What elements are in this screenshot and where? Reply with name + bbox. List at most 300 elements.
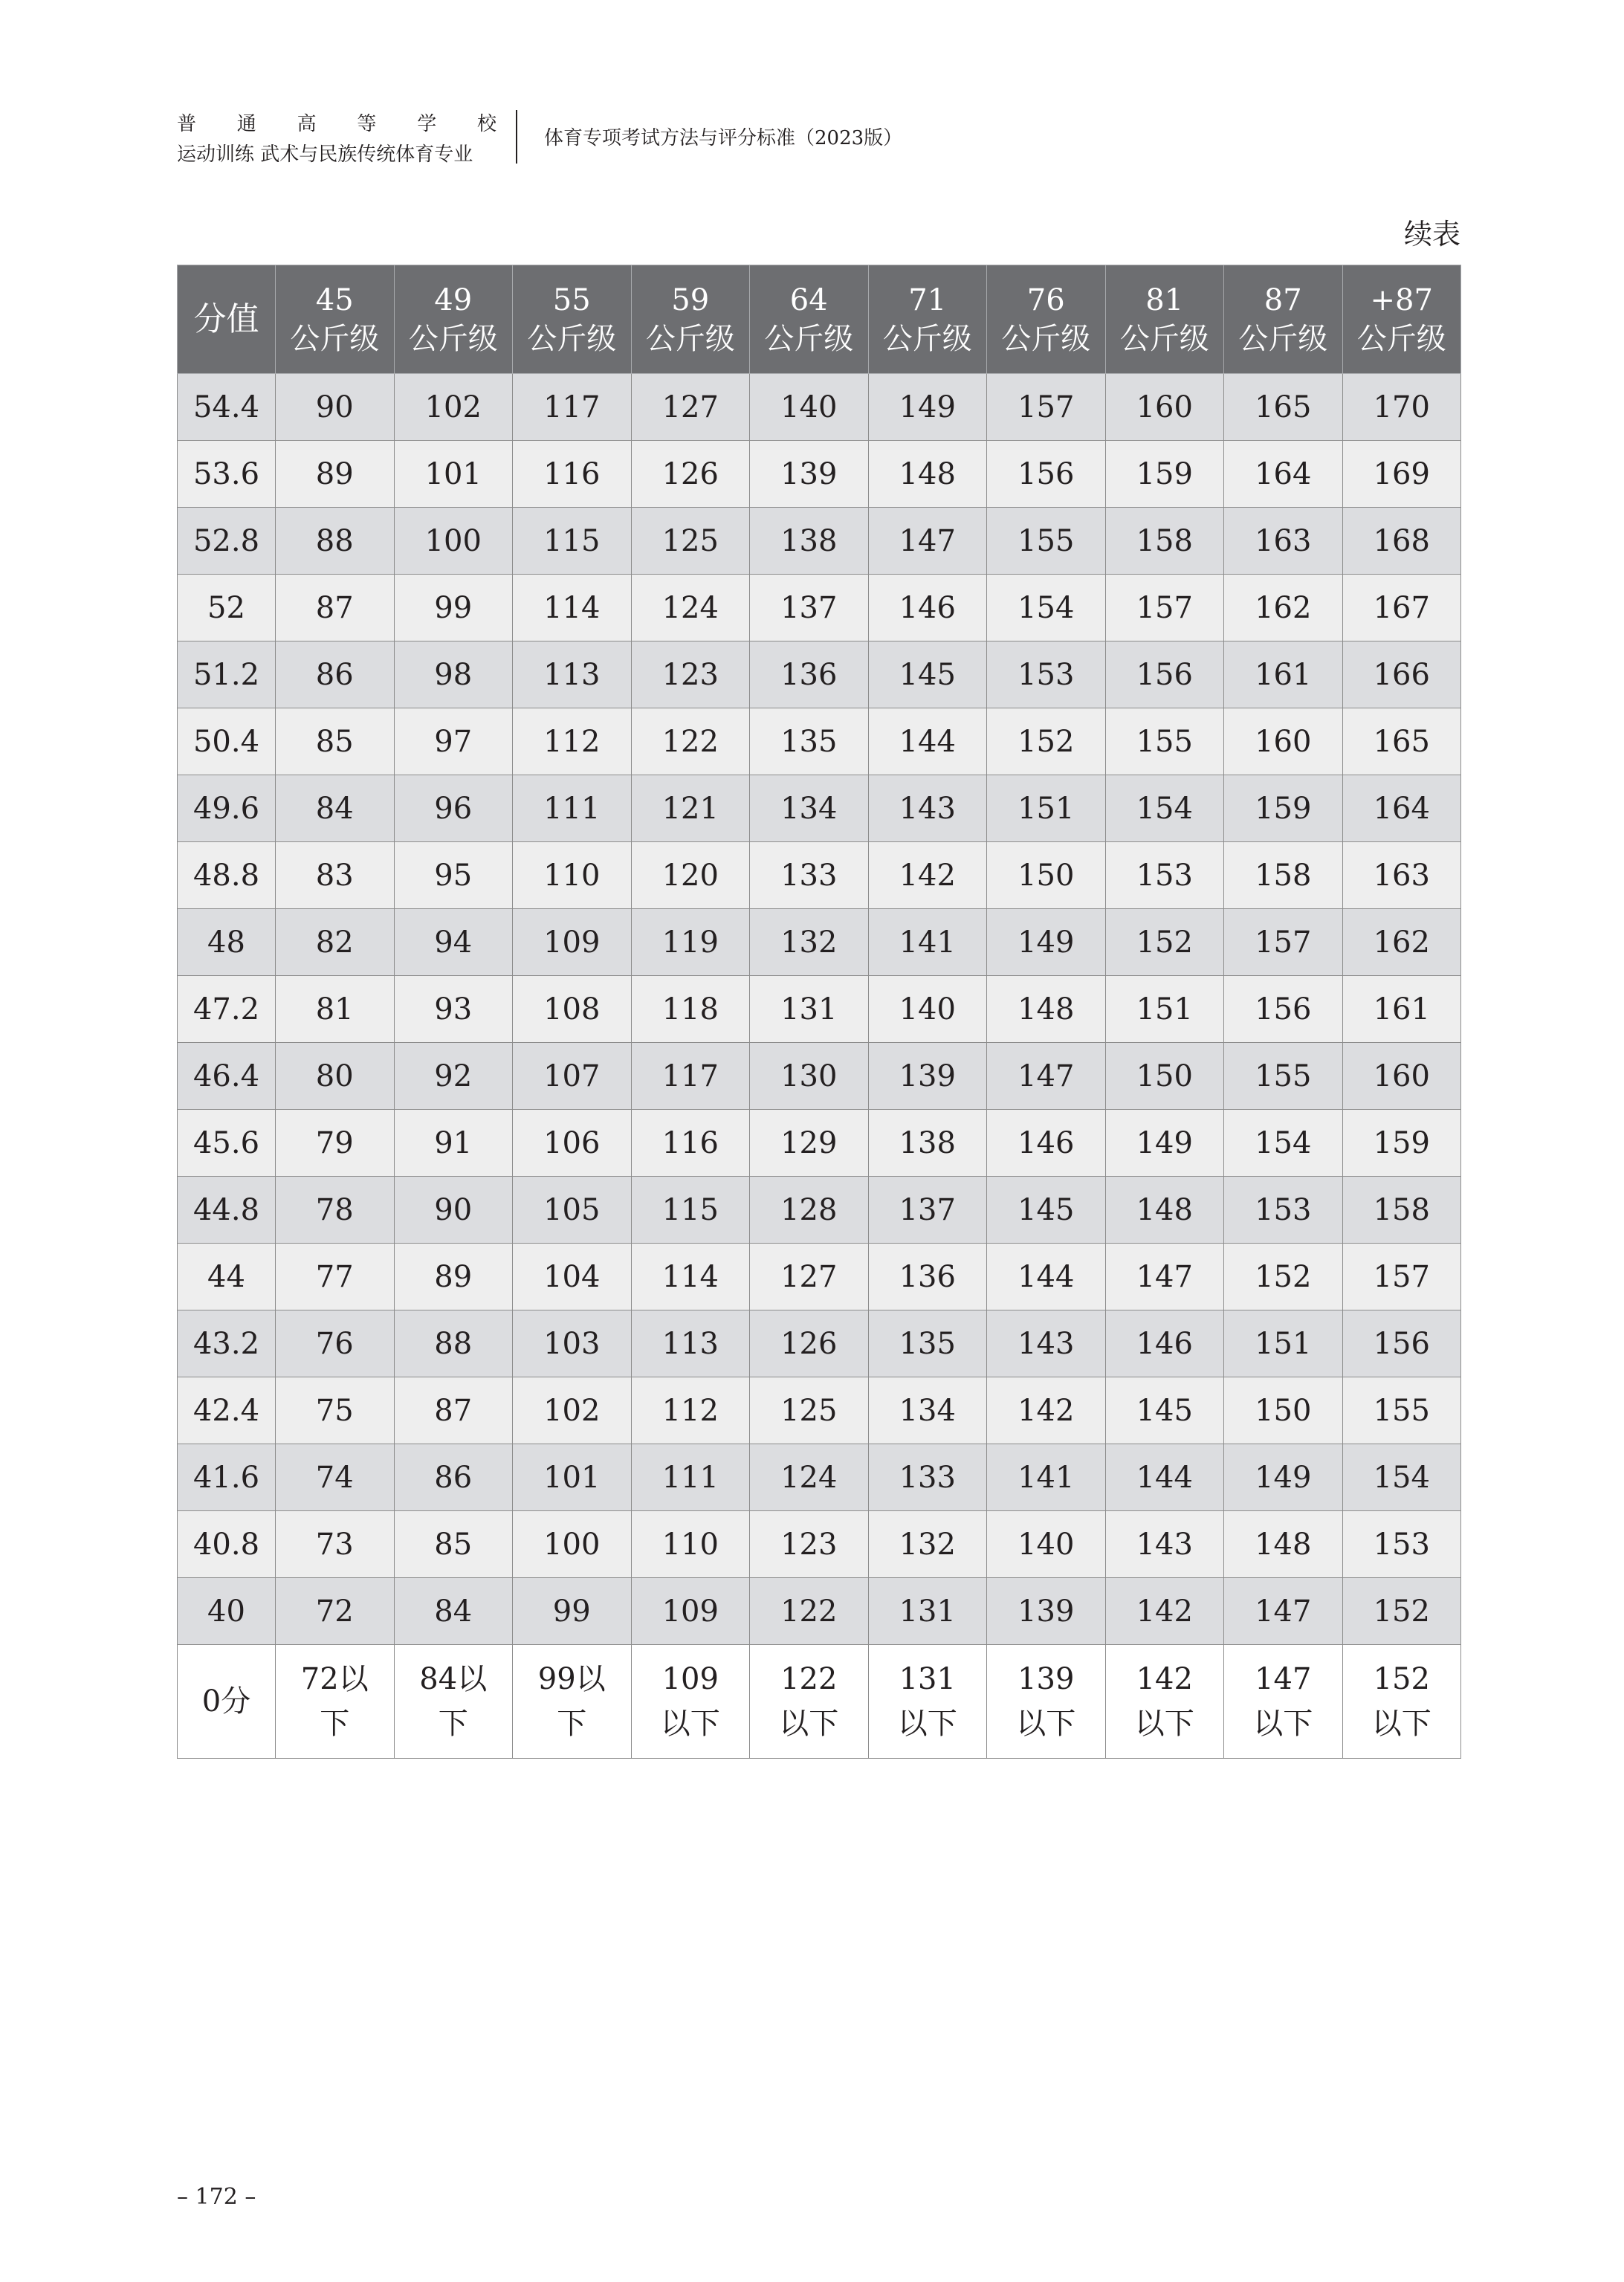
weight-unit: 公斤级: [1356, 321, 1446, 356]
weight-value: 49: [434, 282, 473, 317]
score-cell: 50.4: [178, 708, 276, 775]
weight-value-cell: 115: [631, 1177, 750, 1244]
weight-value-cell: 155: [1105, 708, 1224, 775]
score-cell: 47.2: [178, 976, 276, 1043]
header-char: 通: [236, 113, 256, 135]
threshold-line: 下: [557, 1707, 587, 1741]
weight-value-cell: 121: [631, 775, 750, 842]
weight-value-cell: 157: [1342, 1244, 1461, 1310]
weight-value-cell: 154: [987, 575, 1106, 641]
weight-value-cell: 137: [868, 1177, 987, 1244]
weight-value-cell: 147: [1224, 1578, 1343, 1645]
threshold-line: 99以: [537, 1662, 606, 1696]
weight-value-cell: 81: [276, 976, 395, 1043]
header-weight-class: [276, 265, 395, 374]
weight-value-cell: 109: [631, 1578, 750, 1645]
header-score: 分值: [178, 265, 276, 374]
weight-value-cell: 134: [750, 775, 869, 842]
table-row: [178, 1177, 1461, 1244]
weight-value-cell: 159: [1224, 775, 1343, 842]
score-cell: 52.8: [178, 508, 276, 575]
weight-value-cell: 151: [1105, 976, 1224, 1043]
weight-value-cell: 124: [750, 1444, 869, 1511]
weight-value-cell: 85: [276, 708, 395, 775]
weight-value-cell: 148: [987, 976, 1106, 1043]
header-weight-class: [987, 265, 1106, 374]
header-divider: [516, 110, 517, 164]
weight-value-cell: 139: [987, 1578, 1106, 1645]
weight-value-cell: 170: [1342, 374, 1461, 441]
header-weight-class: [1224, 265, 1343, 374]
weight-value-cell: 100: [513, 1511, 632, 1578]
weight-value-cell: 133: [750, 842, 869, 909]
weight-value-cell: 112: [631, 1377, 750, 1444]
threshold-cell: [513, 1645, 632, 1759]
weight-value-cell: 165: [1224, 374, 1343, 441]
threshold-cell: [1342, 1645, 1461, 1759]
threshold-cell: [631, 1645, 750, 1759]
weight-value: 64: [789, 282, 828, 317]
table-row: [178, 708, 1461, 775]
header-char: 高: [297, 113, 317, 135]
score-cell: 44: [178, 1244, 276, 1310]
weight-value-cell: 96: [394, 775, 513, 842]
threshold-line: 以下: [779, 1707, 839, 1741]
header-weight-class: [750, 265, 869, 374]
weight-value-cell: 152: [1105, 909, 1224, 976]
weight-value-cell: 113: [631, 1310, 750, 1377]
weight-value-cell: 116: [513, 441, 632, 508]
table-row: [178, 1444, 1461, 1511]
weight-unit: 公斤级: [1001, 321, 1091, 356]
weight-value-cell: 109: [513, 909, 632, 976]
weight-value-cell: 153: [1105, 842, 1224, 909]
weight-value: 45: [315, 282, 354, 317]
weight-value-cell: 113: [513, 641, 632, 708]
weight-value-cell: 151: [1224, 1310, 1343, 1377]
weight-value-cell: 166: [1342, 641, 1461, 708]
weight-value-cell: 167: [1342, 575, 1461, 641]
weight-value-cell: 147: [868, 508, 987, 575]
weight-value-cell: 161: [1342, 976, 1461, 1043]
threshold-line: 122: [780, 1662, 838, 1696]
weight-unit: 公斤级: [408, 321, 498, 356]
weight-value-cell: 148: [1224, 1511, 1343, 1578]
weight-value-cell: 158: [1342, 1177, 1461, 1244]
weight-value-cell: 86: [276, 641, 395, 708]
table-body: [178, 374, 1461, 1759]
table-row: [178, 976, 1461, 1043]
threshold-cell: [868, 1645, 987, 1759]
header-weight-class: [1342, 265, 1461, 374]
weight-value-cell: 134: [868, 1377, 987, 1444]
weight-value-cell: 131: [868, 1578, 987, 1645]
weight-value: 87: [1264, 282, 1302, 317]
weight-value-cell: 111: [631, 1444, 750, 1511]
weight-value-cell: 160: [1342, 1043, 1461, 1110]
score-cell: 41.6: [178, 1444, 276, 1511]
weight-value-cell: 143: [1105, 1511, 1224, 1578]
header-weight-class: [394, 265, 513, 374]
weight-value-cell: 114: [631, 1244, 750, 1310]
score-cell: 40: [178, 1578, 276, 1645]
running-header-title: 体育专项考试方法与评分标准（2023版）: [544, 127, 903, 149]
weight-value-cell: 100: [394, 508, 513, 575]
weight-value-cell: 152: [1224, 1244, 1343, 1310]
weight-value-cell: 88: [394, 1310, 513, 1377]
weight-value-cell: 103: [513, 1310, 632, 1377]
threshold-cell: [1224, 1645, 1343, 1759]
weight-value-cell: 135: [868, 1310, 987, 1377]
header-char: 普: [177, 113, 197, 135]
weight-value-cell: 119: [631, 909, 750, 976]
weight-value-cell: 124: [631, 575, 750, 641]
weight-value-cell: 84: [394, 1578, 513, 1645]
table-row: [178, 1578, 1461, 1645]
weight-value-cell: 98: [394, 641, 513, 708]
weight-value-cell: 129: [750, 1110, 869, 1177]
score-table: [177, 265, 1461, 1759]
weight-value-cell: 135: [750, 708, 869, 775]
weight-value-cell: 122: [750, 1578, 869, 1645]
weight-value-cell: 112: [513, 708, 632, 775]
table-row: [178, 1110, 1461, 1177]
weight-value-cell: 152: [987, 708, 1106, 775]
weight-value-cell: 90: [276, 374, 395, 441]
weight-value-cell: 99: [513, 1578, 632, 1645]
header-char: 校: [476, 113, 496, 135]
weight-value: 81: [1145, 282, 1184, 317]
weight-value-cell: 158: [1224, 842, 1343, 909]
threshold-line: 84以: [419, 1662, 488, 1696]
weight-value-cell: 142: [1105, 1578, 1224, 1645]
table-row-zero-score: [178, 1645, 1461, 1759]
weight-value-cell: 146: [1105, 1310, 1224, 1377]
table-row: [178, 1244, 1461, 1310]
weight-value-cell: 154: [1105, 775, 1224, 842]
table-row: [178, 641, 1461, 708]
weight-value-cell: 144: [987, 1244, 1106, 1310]
weight-value-cell: 91: [394, 1110, 513, 1177]
weight-value-cell: 149: [1224, 1444, 1343, 1511]
threshold-line: 以下: [1371, 1707, 1431, 1741]
weight-value-cell: 120: [631, 842, 750, 909]
score-cell: 51.2: [178, 641, 276, 708]
weight-value-cell: 141: [987, 1444, 1106, 1511]
weight-value-cell: 145: [987, 1177, 1106, 1244]
table-row: [178, 1310, 1461, 1377]
threshold-line: 以下: [660, 1707, 720, 1741]
page-number: – 172 –: [177, 2184, 256, 2210]
weight-value-cell: 155: [1224, 1043, 1343, 1110]
weight-value-cell: 123: [750, 1511, 869, 1578]
weight-value-cell: 97: [394, 708, 513, 775]
weight-value-cell: 125: [750, 1377, 869, 1444]
weight-value-cell: 84: [276, 775, 395, 842]
weight-value-cell: 161: [1224, 641, 1343, 708]
weight-value-cell: 164: [1224, 441, 1343, 508]
weight-value-cell: 94: [394, 909, 513, 976]
weight-value: 76: [1026, 282, 1065, 317]
weight-value-cell: 148: [868, 441, 987, 508]
table-row: [178, 1377, 1461, 1444]
weight-value-cell: 169: [1342, 441, 1461, 508]
weight-value-cell: 110: [513, 842, 632, 909]
score-cell: 49.6: [178, 775, 276, 842]
weight-value-cell: 136: [868, 1244, 987, 1310]
weight-value-cell: 153: [1224, 1177, 1343, 1244]
weight-value-cell: 142: [868, 842, 987, 909]
weight-value-cell: 92: [394, 1043, 513, 1110]
weight-value-cell: 136: [750, 641, 869, 708]
score-cell: 43.2: [178, 1310, 276, 1377]
threshold-line: 以下: [1134, 1707, 1194, 1741]
threshold-line: 142: [1136, 1662, 1193, 1696]
weight-value-cell: 153: [987, 641, 1106, 708]
weight-value-cell: 72: [276, 1578, 395, 1645]
weight-value-cell: 108: [513, 976, 632, 1043]
weight-value-cell: 114: [513, 575, 632, 641]
threshold-line: 109: [661, 1662, 719, 1696]
weight-value-cell: 101: [394, 441, 513, 508]
header-char: 等: [357, 113, 377, 135]
threshold-cell: [394, 1645, 513, 1759]
header-school-type: [177, 111, 496, 137]
weight-value-cell: 150: [1105, 1043, 1224, 1110]
weight-value-cell: 130: [750, 1043, 869, 1110]
weight-value-cell: 105: [513, 1177, 632, 1244]
weight-value-cell: 117: [513, 374, 632, 441]
table-row: [178, 775, 1461, 842]
weight-value-cell: 79: [276, 1110, 395, 1177]
weight-value-cell: 89: [394, 1244, 513, 1310]
weight-value-cell: 162: [1342, 909, 1461, 976]
weight-value-cell: 168: [1342, 508, 1461, 575]
weight-value-cell: 76: [276, 1310, 395, 1377]
weight-value: 59: [671, 282, 710, 317]
weight-value-cell: 156: [1105, 641, 1224, 708]
weight-value-cell: 138: [868, 1110, 987, 1177]
weight-value-cell: 88: [276, 508, 395, 575]
header-weight-class: [1105, 265, 1224, 374]
weight-value-cell: 144: [1105, 1444, 1224, 1511]
weight-value-cell: 159: [1105, 441, 1224, 508]
weight-value-cell: 145: [1105, 1377, 1224, 1444]
weight-value-cell: 157: [1105, 575, 1224, 641]
weight-value-cell: 102: [513, 1377, 632, 1444]
weight-value-cell: 152: [1342, 1578, 1461, 1645]
score-cell: 46.4: [178, 1043, 276, 1110]
threshold-cell: [750, 1645, 869, 1759]
weight-unit: 公斤级: [290, 321, 380, 356]
weight-value-cell: 73: [276, 1511, 395, 1578]
weight-value-cell: 125: [631, 508, 750, 575]
weight-value-cell: 127: [631, 374, 750, 441]
weight-value-cell: 138: [750, 508, 869, 575]
score-cell: 42.4: [178, 1377, 276, 1444]
weight-value-cell: 144: [868, 708, 987, 775]
weight-value-cell: 106: [513, 1110, 632, 1177]
threshold-line: 以下: [1253, 1707, 1313, 1741]
table-header-row: [178, 265, 1461, 374]
header-weight-class: [868, 265, 987, 374]
weight-value-cell: 156: [1224, 976, 1343, 1043]
weight-value-cell: 82: [276, 909, 395, 976]
table-row: [178, 1043, 1461, 1110]
weight-value-cell: 157: [987, 374, 1106, 441]
score-cell: 40.8: [178, 1511, 276, 1578]
weight-value-cell: 158: [1105, 508, 1224, 575]
weight-value-cell: 132: [868, 1511, 987, 1578]
weight-value-cell: 160: [1105, 374, 1224, 441]
weight-value-cell: 149: [1105, 1110, 1224, 1177]
weight-value-cell: 107: [513, 1043, 632, 1110]
weight-value-cell: 80: [276, 1043, 395, 1110]
table-row: [178, 909, 1461, 976]
threshold-cell: [1105, 1645, 1224, 1759]
weight-value-cell: 139: [750, 441, 869, 508]
weight-value-cell: 151: [987, 775, 1106, 842]
weight-value: 71: [908, 282, 947, 317]
weight-value-cell: 154: [1342, 1444, 1461, 1511]
weight-value-cell: 123: [631, 641, 750, 708]
weight-value-cell: 132: [750, 909, 869, 976]
weight-value-cell: 126: [631, 441, 750, 508]
score-cell: 54.4: [178, 374, 276, 441]
weight-value-cell: 128: [750, 1177, 869, 1244]
weight-value-cell: 111: [513, 775, 632, 842]
header-char: 学: [417, 113, 437, 135]
weight-value-cell: 117: [631, 1043, 750, 1110]
weight-value-cell: 149: [987, 909, 1106, 976]
weight-value: 55: [552, 282, 591, 317]
weight-value-cell: 156: [1342, 1310, 1461, 1377]
weight-value-cell: 143: [987, 1310, 1106, 1377]
weight-value-cell: 165: [1342, 708, 1461, 775]
weight-value-cell: 93: [394, 976, 513, 1043]
weight-value: +87: [1370, 282, 1433, 317]
weight-unit: 公斤级: [1238, 321, 1328, 356]
weight-value-cell: 141: [868, 909, 987, 976]
weight-value-cell: 159: [1342, 1110, 1461, 1177]
weight-unit: 公斤级: [1119, 321, 1209, 356]
weight-value-cell: 147: [1105, 1244, 1224, 1310]
weight-value-cell: 126: [750, 1310, 869, 1377]
weight-value-cell: 142: [987, 1377, 1106, 1444]
weight-value-cell: 162: [1224, 575, 1343, 641]
weight-value-cell: 78: [276, 1177, 395, 1244]
weight-value-cell: 89: [276, 441, 395, 508]
weight-value-cell: 148: [1105, 1177, 1224, 1244]
table-row: [178, 1511, 1461, 1578]
weight-value-cell: 156: [987, 441, 1106, 508]
threshold-line: 以下: [897, 1707, 957, 1741]
header-major: 运动训练 武术与民族传统体育专业: [177, 143, 473, 166]
table-row: [178, 842, 1461, 909]
weight-value-cell: 74: [276, 1444, 395, 1511]
header-weight-class: [631, 265, 750, 374]
threshold-line: 152: [1373, 1662, 1430, 1696]
weight-value-cell: 150: [987, 842, 1106, 909]
weight-value-cell: 85: [394, 1511, 513, 1578]
score-cell: 0分: [178, 1645, 276, 1759]
threshold-line: 139: [1018, 1662, 1075, 1696]
weight-value-cell: 146: [987, 1110, 1106, 1177]
threshold-line: 131: [899, 1662, 956, 1696]
weight-value-cell: 101: [513, 1444, 632, 1511]
weight-value-cell: 147: [987, 1043, 1106, 1110]
weight-value-cell: 160: [1224, 708, 1343, 775]
header-weight-class: [513, 265, 632, 374]
weight-value-cell: 143: [868, 775, 987, 842]
weight-value-cell: 87: [394, 1377, 513, 1444]
weight-value-cell: 153: [1342, 1511, 1461, 1578]
running-header-left: [177, 111, 496, 168]
continued-label: 续表: [1403, 218, 1460, 250]
weight-value-cell: 95: [394, 842, 513, 909]
weight-value-cell: 154: [1224, 1110, 1343, 1177]
weight-value-cell: 133: [868, 1444, 987, 1511]
weight-value-cell: 157: [1224, 909, 1343, 976]
weight-value-cell: 127: [750, 1244, 869, 1310]
score-cell: 53.6: [178, 441, 276, 508]
weight-value-cell: 163: [1224, 508, 1343, 575]
weight-value-cell: 104: [513, 1244, 632, 1310]
weight-value-cell: 83: [276, 842, 395, 909]
table-row: [178, 441, 1461, 508]
weight-value-cell: 131: [750, 976, 869, 1043]
threshold-line: 下: [320, 1707, 350, 1741]
weight-unit: 公斤级: [645, 321, 735, 356]
weight-value-cell: 86: [394, 1444, 513, 1511]
weight-value-cell: 110: [631, 1511, 750, 1578]
threshold-line: 下: [438, 1707, 468, 1741]
threshold-line: 以下: [1016, 1707, 1076, 1741]
weight-value-cell: 149: [868, 374, 987, 441]
weight-value-cell: 140: [987, 1511, 1106, 1578]
weight-value-cell: 122: [631, 708, 750, 775]
weight-value-cell: 90: [394, 1177, 513, 1244]
weight-unit: 公斤级: [882, 321, 972, 356]
table-row: [178, 575, 1461, 641]
score-cell: 48.8: [178, 842, 276, 909]
weight-value-cell: 137: [750, 575, 869, 641]
score-cell: 52: [178, 575, 276, 641]
weight-unit: 公斤级: [527, 321, 617, 356]
weight-value-cell: 118: [631, 976, 750, 1043]
score-cell: 45.6: [178, 1110, 276, 1177]
threshold-line: 147: [1255, 1662, 1312, 1696]
table-row: [178, 374, 1461, 441]
weight-value-cell: 163: [1342, 842, 1461, 909]
weight-value-cell: 140: [868, 976, 987, 1043]
weight-value-cell: 140: [750, 374, 869, 441]
weight-value-cell: 139: [868, 1043, 987, 1110]
weight-value-cell: 116: [631, 1110, 750, 1177]
weight-value-cell: 150: [1224, 1377, 1343, 1444]
threshold-cell: [276, 1645, 395, 1759]
weight-value-cell: 99: [394, 575, 513, 641]
weight-value-cell: 115: [513, 508, 632, 575]
weight-value-cell: 155: [1342, 1377, 1461, 1444]
threshold-cell: [987, 1645, 1106, 1759]
weight-value-cell: 77: [276, 1244, 395, 1310]
table-row: [178, 508, 1461, 575]
weight-value-cell: 102: [394, 374, 513, 441]
weight-value-cell: 155: [987, 508, 1106, 575]
weight-value-cell: 164: [1342, 775, 1461, 842]
threshold-line: 72以: [300, 1662, 369, 1696]
